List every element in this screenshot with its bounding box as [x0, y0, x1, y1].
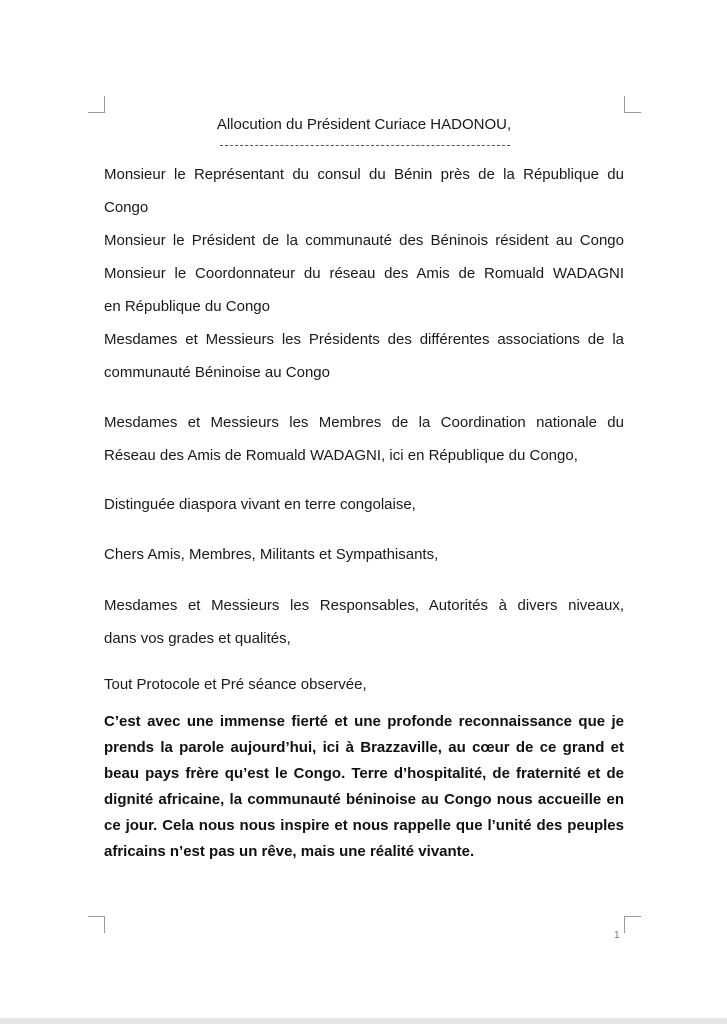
margin-corner-top-left	[88, 96, 105, 113]
body-paragraph-line: dignité africaine, la communauté béninoise au Congo nous accueille en	[104, 791, 624, 808]
salutation-line: Réseau des Amis de Romuald WADAGNI, ici en République du Congo,	[104, 447, 578, 464]
salutation-line: Tout Protocole et Pré séance observée,	[104, 676, 367, 693]
salutation-line: Mesdames et Messieurs les Présidents des différentes associations de la	[104, 331, 624, 348]
salutation-line: Distinguée diaspora vivant en terre congolaise,	[104, 496, 416, 513]
body-paragraph-line: africains n’est pas un rêve, mais une réalité vivante.	[104, 843, 475, 860]
page-number: 1	[614, 930, 620, 941]
margin-corner-bottom-left	[88, 916, 105, 933]
body-paragraph-line: C’est avec une immense fierté et une profonde reconnaissance que je	[104, 713, 624, 730]
margin-corner-bottom-right	[624, 916, 641, 933]
salutation-line: en République du Congo	[104, 298, 270, 315]
salutation-line: Chers Amis, Membres, Militants et Sympathisants,	[104, 546, 439, 563]
body-paragraph-line: beau pays frère qu’est le Congo. Terre d’hospitalité, de fraternité et de	[104, 765, 624, 782]
salutation-line: Mesdames et Messieurs les Responsables, Autorités à divers niveaux,	[104, 597, 624, 614]
body-paragraph-line: ce jour. Cela nous nous inspire et nous rappelle que l’unité des peuples	[104, 817, 624, 834]
viewer-bottom-edge	[0, 1018, 727, 1024]
salutation-line: Monsieur le Président de la communauté des Béninois résident au Congo	[104, 232, 624, 249]
speech-title: Allocution du Président Curiace HADONOU,	[216, 116, 512, 133]
title-underline-rule	[220, 145, 510, 146]
salutation-line: Monsieur le Représentant du consul du Bénin près de la République du	[104, 166, 624, 183]
salutation-line: Mesdames et Messieurs les Membres de la Coordination nationale du	[104, 414, 624, 431]
salutation-line: communauté Béninoise au Congo	[104, 364, 330, 381]
body-paragraph-line: prends la parole aujourd’hui, ici à Brazzaville, au cœur de ce grand et	[104, 739, 624, 756]
margin-corner-top-right	[624, 96, 641, 113]
salutation-line: dans vos grades et qualités,	[104, 630, 291, 647]
salutation-line: Monsieur le Coordonnateur du réseau des Amis de Romuald WADAGNI	[104, 265, 624, 282]
salutation-line: Congo	[104, 199, 149, 216]
